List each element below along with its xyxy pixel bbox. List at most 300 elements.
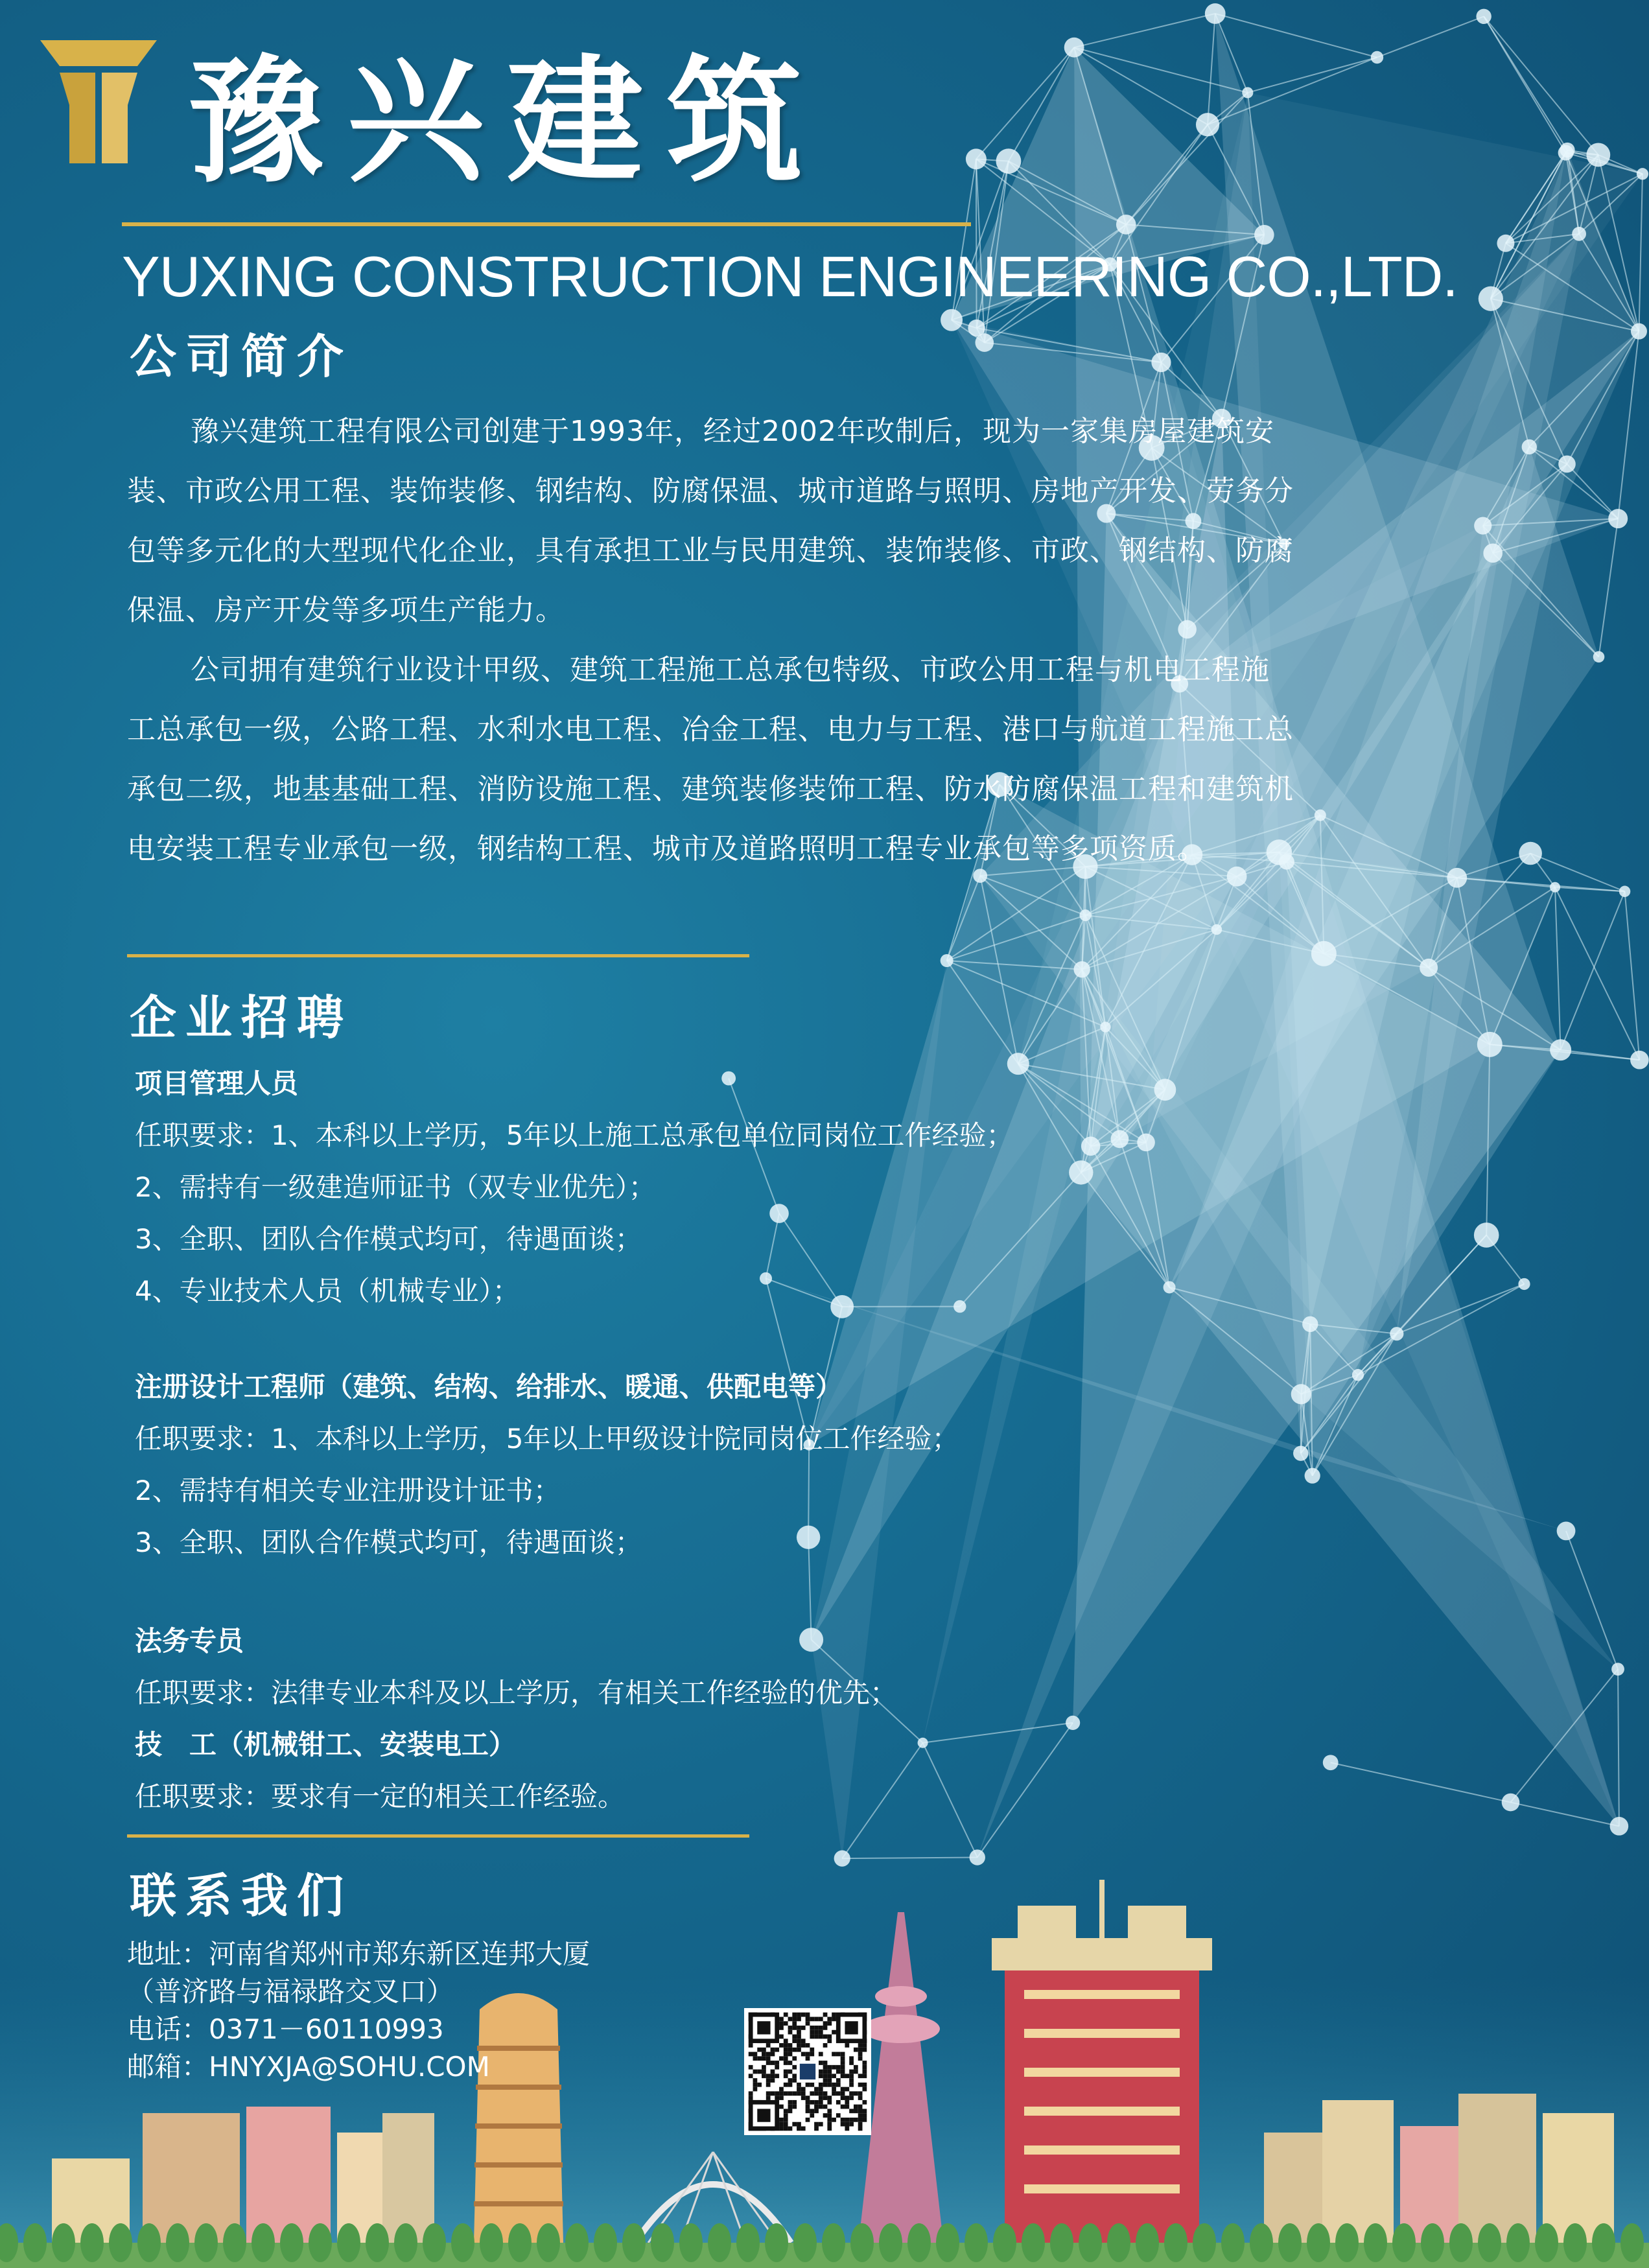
qr-module [849,2074,854,2078]
network-node [1371,51,1383,64]
intro-divider [127,954,749,957]
tree [280,2223,303,2262]
network-link [1618,1669,1619,1826]
qr-module [757,2083,762,2087]
qr-module [858,2122,863,2127]
network-node [1196,113,1219,136]
qr-module [862,2113,867,2118]
job-legal-and-technician [135,1615,897,1823]
network-node [1637,168,1648,180]
qr-module [784,2052,788,2057]
network-node [1522,439,1537,454]
qr-module [823,2043,828,2048]
tree [451,2223,474,2262]
network-node [1315,810,1326,821]
job-title: 项目管理人员 [135,1068,299,1099]
qr-module [832,2065,836,2070]
qr-module [849,2096,854,2100]
qr-module [819,2070,823,2074]
qr-module [827,2035,832,2039]
job-requirement: 2、需持有一级建造师证书（双专业优先）； [135,1171,656,1203]
qr-module [806,2105,810,2109]
qr-module [827,2126,832,2131]
qr-module [753,2087,758,2092]
network-node [1137,1134,1155,1152]
qr-module [762,2052,766,2057]
qr-module [849,2109,854,2113]
qr-module [788,2100,793,2105]
qr-module [806,2083,810,2087]
qr-module [792,2026,797,2030]
qr-finder-pattern [757,2109,770,2122]
qr-module [845,2126,849,2131]
qr-module [784,2083,788,2087]
qr-module [832,2091,836,2096]
qr-module [757,2070,762,2074]
qr-module [766,2096,771,2100]
qr-module [788,2048,793,2052]
qr-module [845,2074,849,2078]
qr-module [766,2074,771,2078]
qr-module [836,2070,841,2074]
qr-module [779,2122,784,2127]
qr-module [823,2035,828,2039]
qr-module [849,2118,854,2122]
qr-module [832,2118,836,2122]
qr-module [827,2113,832,2118]
network-node [1610,1817,1629,1836]
job-requirement: 4、专业技术人员（机械专业）； [135,1275,520,1307]
network-link [923,1743,977,1858]
qr-module [806,2109,810,2113]
network-node [1069,1160,1093,1184]
network-node [1447,868,1467,888]
network-node [1352,1369,1364,1381]
qr-module [788,2083,793,2087]
qr-module [823,2105,828,2109]
company-name-cn: 豫兴建筑 [188,41,826,201]
qr-module [862,2118,867,2122]
qr-module [771,2052,775,2057]
qr-module [827,2109,832,2113]
network-node [1390,1327,1403,1340]
qr-module [792,2017,797,2022]
network-node [968,320,985,336]
qr-module [841,2118,845,2122]
network-node [970,1849,985,1865]
qr-module [841,2065,845,2070]
tree [1164,2223,1187,2262]
tree [194,2223,218,2262]
qr-module [858,2105,863,2109]
qr-module [762,2065,766,2070]
qr-module [823,2083,828,2087]
qr-module [819,2087,823,2092]
network-node [1291,1384,1311,1404]
qr-module [823,2096,828,2100]
qr-module [792,2122,797,2127]
qr-module [836,2052,841,2057]
qr-module [779,2035,784,2039]
qr-module [766,2083,771,2087]
header-divider [122,222,971,226]
qr-module [827,2096,832,2100]
qr-module [788,2105,793,2109]
network-node [1110,1130,1129,1148]
qr-module [849,2061,854,2065]
qr-module [749,2065,753,2070]
network-node [1100,1022,1110,1032]
tree [1421,2223,1444,2262]
qr-module [862,2109,867,2113]
qr-module [806,2056,810,2061]
qr-module [858,2083,863,2087]
network-node [1631,323,1647,340]
tree [622,2223,646,2262]
company-logo [40,40,157,163]
qr-module [779,2105,784,2109]
qr-module [775,2074,779,2078]
tree [565,2223,589,2262]
tree [1535,2223,1558,2262]
qr-module [753,2070,758,2074]
network-node [1323,1755,1339,1770]
network-node [1242,87,1253,98]
qr-module [797,2039,801,2043]
tree [708,2223,731,2262]
qr-module [827,2017,832,2022]
qr-module [862,2100,867,2105]
tree [137,2223,161,2262]
recruit-divider [127,1834,749,1838]
qr-module [823,2074,828,2078]
qr-module [841,2122,845,2127]
qr-module [775,2048,779,2052]
qr-module [784,2043,788,2048]
qr-module [858,2113,863,2118]
qr-module [854,2070,858,2074]
qr-module [784,2074,788,2078]
tree [1364,2223,1387,2262]
qr-module [854,2048,858,2052]
qr-module [814,2105,819,2109]
qr-module [784,2056,788,2061]
qr-module [749,2052,753,2057]
tree [1079,2223,1102,2262]
contact-email[interactable]: 邮箱：HNYXJA@SOHU.COM [127,2051,490,2083]
qr-module [792,2021,797,2026]
qr-module [814,2087,819,2092]
job-requirement: 任职要求：1、本科以上学历，5年以上施工总承包单位同岗位工作经验； [135,1119,1014,1151]
tree [223,2223,246,2262]
qr-module [858,2048,863,2052]
qr-module [862,2065,867,2070]
job-requirement: 任职要求：要求有一定的相关工作经验。 [135,1781,626,1812]
job-requirement: 3、全职、团队合作模式均可，待遇面谈； [135,1223,642,1255]
qr-module [788,2078,793,2083]
qr-module [806,2017,810,2022]
recruit-title: 企业招聘 [130,990,353,1045]
tree [736,2223,760,2262]
tree [1478,2223,1501,2262]
qr-module [806,2118,810,2122]
job-requirement: 2、需持有相关专业注册设计证书； [135,1475,561,1506]
qr-module [779,2017,784,2022]
qr-module [849,2091,854,2096]
qr-module [762,2074,766,2078]
qr-module [823,2078,828,2083]
network-node [1611,1663,1624,1676]
qr-module [814,2122,819,2127]
qr-module [788,2091,793,2096]
qr-module [779,2056,784,2061]
tree [1193,2223,1216,2262]
tree [1307,2223,1330,2262]
qr-module [810,2026,814,2030]
qr-module [784,2126,788,2131]
tree [1392,2223,1416,2262]
tree [1221,2223,1245,2262]
qr-module [827,2065,832,2070]
tree [765,2223,788,2262]
qr-module [801,2052,806,2057]
qr-module [797,2087,801,2092]
network-node [1151,353,1171,372]
qr-module [792,2074,797,2078]
qr-module [784,2070,788,2074]
qr-module [819,2052,823,2057]
qr-module [827,2070,832,2074]
qr-module [797,2026,801,2030]
qr-module [845,2087,849,2092]
network-node [1483,544,1503,563]
qr-module [841,2052,845,2057]
network-link [1074,14,1215,47]
qr-module [858,2109,863,2113]
contact-phone[interactable]: 电话：0371－60110993 [127,2013,444,2045]
qr-module [849,2056,854,2061]
qr-module [806,2100,810,2105]
qr-module [771,2074,775,2078]
qr-module [832,2083,836,2087]
tree [109,2223,132,2262]
qr-module [757,2056,762,2061]
qr-module [779,2118,784,2122]
qr-module [810,2091,814,2096]
qr-module [806,2052,810,2057]
qr-module [819,2035,823,2039]
network-node [834,1851,850,1867]
qr-module [862,2070,867,2074]
tree [1506,2223,1530,2262]
qr-module [810,2100,814,2105]
tree [394,2223,417,2262]
qr-module [810,2048,814,2052]
contact-address-detail: （普济路与福禄路交叉口） [127,1976,454,2007]
qr-module [784,2122,788,2127]
qr-module [823,2113,828,2118]
network-node [1557,1522,1576,1541]
qr-module [841,2105,845,2109]
qr-module [753,2052,758,2057]
network-node [966,148,987,169]
network-node [1164,1281,1176,1294]
qr-module [766,2061,771,2065]
tree [537,2223,560,2262]
network-node [1479,286,1503,311]
qr-module [819,2091,823,2096]
tree [907,2223,931,2262]
qr-module [814,2091,819,2096]
qr-module [788,2061,793,2065]
qr-module [819,2026,823,2030]
qr-module [858,2052,863,2057]
qr-module [832,2087,836,2092]
qr-module [854,2118,858,2122]
qr-module [814,2026,819,2030]
tree [679,2223,703,2262]
qr-module [845,2096,849,2100]
qr-module [771,2061,775,2065]
qr-module [819,2083,823,2087]
qr-module [775,2061,779,2065]
qr-module [827,2122,832,2127]
network-node [1066,1716,1080,1730]
qr-module [771,2070,775,2074]
qr-module [858,2118,863,2122]
qr-module [792,2091,797,2096]
qr-module [749,2096,753,2100]
qr-module [749,2043,753,2048]
qr-module [819,2105,823,2109]
qr-module [823,2070,828,2074]
tree [1136,2223,1159,2262]
qr-module [801,2013,806,2017]
tree [936,2223,959,2262]
network-link [1561,1050,1640,1060]
qr-module [784,2021,788,2026]
qr-module [797,2048,801,2052]
network-node [1205,3,1226,24]
job-requirement: 任职要求：1、本科以上学历，5年以上甲级设计院同岗位工作经验； [135,1423,959,1455]
tree [965,2223,988,2262]
network-node [1558,456,1576,473]
network-node [1502,1794,1520,1812]
qr-module [806,2096,810,2100]
job-requirement: 任职要求：法律专业本科及以上学历，有相关工作经验的优先； [135,1677,898,1709]
qr-module [827,2074,832,2078]
qr-module [784,2091,788,2096]
network-node [1474,1222,1499,1248]
tree [52,2223,75,2262]
qr-module [797,2013,801,2017]
qr-module [858,2126,863,2131]
qr-module [862,2043,867,2048]
qr-module [823,2065,828,2070]
network-node [1586,143,1610,167]
network-node [1497,235,1514,252]
network-node [1305,1468,1320,1484]
network-node [1081,1137,1100,1156]
network-node [1420,959,1438,977]
tree [508,2223,532,2262]
tree [337,2223,360,2262]
qr-module [749,2074,753,2078]
network-node [1593,651,1605,663]
qr-module [827,2078,832,2083]
qr-module [849,2122,854,2127]
qr-module [819,2122,823,2127]
qr-module [788,2126,793,2131]
network-node [1519,842,1542,865]
qr-module [845,2043,849,2048]
qr-module [810,2035,814,2039]
tree [1563,2223,1587,2262]
qr-module [753,2056,758,2061]
qr-module [779,2091,784,2096]
intro-paragraph-2: 公司拥有建筑行业设计甲级、建筑工程施工总承包特级、市政公用工程与机电工程施工总承包一级，公路工程、水利水电工程、冶金工程、电力与工程、港口与航道工程施工总承包二级，地基基础工程、消防设施工程、建筑装修装饰工程、防水防腐保温工程和建筑机电安装工程专业承包一级，钢结构工程、城市及道路照明工程专业承包等多项资质。 [127,653,1294,865]
qr-module [762,2048,766,2052]
tree [594,2223,617,2262]
tree [80,2223,104,2262]
qr-module [757,2048,762,2052]
qr-module [810,2052,814,2057]
qr-module [841,2074,845,2078]
qr-module [841,2096,845,2100]
network-node [1572,227,1586,241]
qr-module [784,2109,788,2113]
qr-module [845,2100,849,2105]
network-node [941,954,953,967]
network-link [1484,16,1567,150]
job-requirement: 3、全职、团队合作模式均可，待遇面谈； [135,1526,642,1558]
network-node [1311,941,1337,966]
qr-module [845,2105,849,2109]
intro-paragraph-1: 豫兴建筑工程有限公司创建于1993年，经过2002年改制后，现为一家集房屋建筑安装、市政公用工程、装饰装修、钢结构、防腐保温、城市道路与照明、房地产开发、劳务分包等多元化的大型现代化企业，具有承担工业与民用建筑、装饰装修、市政、钢结构、防腐保温、房产开发等多项生产能力。 [127,415,1294,627]
network-node [1477,1032,1503,1057]
network-node [1116,215,1136,235]
qr-module [766,2091,771,2096]
network-link [842,1858,977,1859]
qr-module [775,2091,779,2096]
qr-module [801,2096,806,2100]
network-node [1293,1445,1308,1460]
qr-module [810,2030,814,2035]
qr-finder-pattern [845,2021,858,2034]
qr-module [832,2074,836,2078]
qr-module [801,2043,806,2048]
qr-module [788,2070,793,2074]
tree [166,2223,189,2262]
qr-module [810,2083,814,2087]
qr-module [801,2091,806,2096]
qr-module [792,2100,797,2105]
qr-module [797,2083,801,2087]
qr-module [823,2026,828,2030]
network-node [1560,143,1574,158]
tree [480,2223,503,2262]
network-node [1518,1278,1530,1290]
qr-module [797,2030,801,2035]
network-node [1608,509,1628,528]
qr-code[interactable] [744,2008,871,2135]
company-name-en: YUXING CONSTRUCTION ENGINEERING CO.,LTD. [122,244,1458,309]
qr-module [788,2109,793,2113]
qr-module [788,2026,793,2030]
qr-module [771,2078,775,2083]
network-node [1302,1316,1318,1332]
network-node [1154,1079,1176,1101]
